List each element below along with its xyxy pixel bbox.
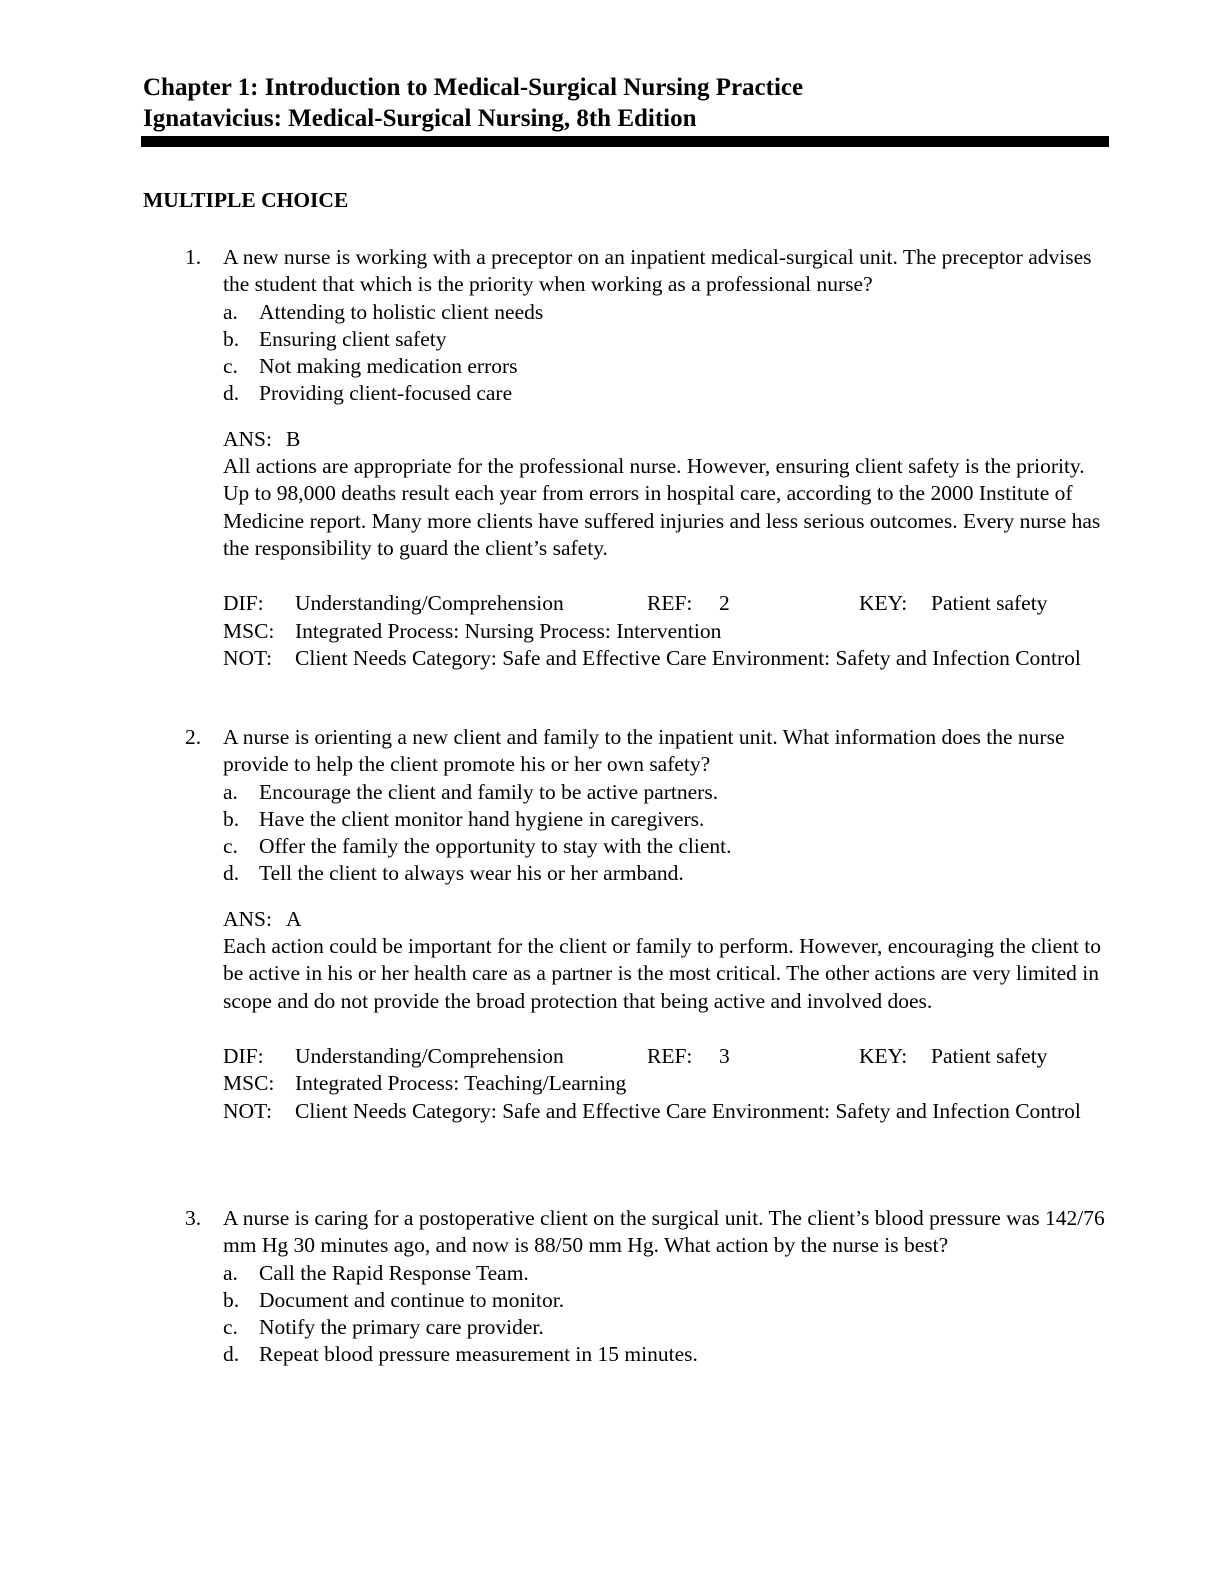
- option-letter: d.: [223, 1342, 240, 1367]
- question-metadata: [223, 1043, 1109, 1125]
- key-value: Patient safety: [931, 591, 1048, 616]
- option-a: [223, 299, 1109, 326]
- option-text: Not making medication errors: [259, 354, 518, 379]
- key-label: KEY:: [859, 1043, 908, 1068]
- option-letter: c.: [223, 1315, 238, 1340]
- dif-value: Understanding/Comprehension: [295, 1043, 564, 1068]
- not-label: NOT:: [223, 1098, 273, 1123]
- question-number: 2.: [185, 725, 202, 749]
- option-text: Call the Rapid Response Team.: [259, 1260, 529, 1285]
- question-text: A new nurse is working with a preceptor on an inpatient medical-surgical unit. The preceptor advises the student that which is the priority when working as a professional nurse?: [223, 245, 1092, 297]
- option-letter: c.: [223, 354, 238, 379]
- key-label: KEY:: [859, 591, 908, 616]
- option-text: Providing client-focused care: [259, 381, 513, 406]
- option-letter: b.: [223, 806, 240, 831]
- question-stem: [143, 1205, 1109, 1260]
- option-b: [223, 326, 1109, 353]
- section-title: MULTIPLE CHOICE: [143, 188, 349, 212]
- dif-label: DIF:: [223, 1043, 264, 1068]
- option-text: Tell the client to always wear his or her armband.: [259, 861, 684, 886]
- answer-label: ANS:: [223, 906, 272, 931]
- option-letter: c.: [223, 834, 238, 859]
- question-1: [143, 244, 1109, 672]
- rationale: Each action could be important for the client or family to perform. However, encouraging the client to be active in his or her health care as a partner is the most critical. The other actions are very limited in scope and do not provide the broad protection that being active and involved does.: [223, 934, 1101, 1013]
- option-c: [223, 353, 1109, 380]
- document-header: [143, 72, 1109, 134]
- answer-options: [223, 779, 1109, 888]
- not-row: [223, 645, 1109, 672]
- option-letter: d.: [223, 381, 240, 406]
- question-number: 1.: [185, 245, 202, 269]
- question-3: [143, 1205, 1109, 1369]
- answer-options: [223, 299, 1109, 408]
- msc-row: [223, 618, 1109, 645]
- option-text: Have the client monitor hand hygiene in caregivers.: [259, 806, 705, 831]
- option-text: Notify the primary care provider.: [259, 1315, 544, 1340]
- not-value: Client Needs Category: Safe and Effective Care Environment: Safety and Infection Control: [295, 645, 1081, 670]
- option-b: [223, 1287, 1109, 1314]
- ref-label: REF:: [647, 591, 693, 616]
- option-letter: a.: [223, 779, 238, 804]
- answer-value: A: [285, 906, 302, 931]
- msc-label: MSC:: [223, 618, 275, 643]
- option-text: Document and continue to monitor.: [259, 1287, 565, 1312]
- option-text: Ensuring client safety: [259, 326, 447, 351]
- option-text: Repeat blood pressure measurement in 15 minutes.: [259, 1342, 698, 1367]
- book-title: Ignatavicius: Medical-Surgical Nursing, 8th Edition: [143, 105, 697, 132]
- dif-label: DIF:: [223, 591, 264, 616]
- option-c: [223, 833, 1109, 860]
- option-letter: d.: [223, 861, 240, 886]
- answer-value: B: [285, 426, 301, 451]
- header-rule: [141, 136, 1109, 147]
- option-letter: a.: [223, 299, 238, 324]
- question-text: A nurse is caring for a postoperative client on the surgical unit. The client’s blood pressure was 142/76 mm Hg 30 minutes ago, and now is 88/50 mm Hg. What action by the nurse is best?: [223, 1206, 1105, 1258]
- not-label: NOT:: [223, 645, 273, 670]
- option-b: [223, 806, 1109, 833]
- question-text: A nurse is orienting a new client and family to the inpatient unit. What information does the nurse provide to help the client promote his or her own safety?: [223, 725, 1065, 777]
- ref-label: REF:: [647, 1043, 693, 1068]
- key-value: Patient safety: [931, 1043, 1048, 1068]
- question-stem: [143, 724, 1109, 779]
- not-value: Client Needs Category: Safe and Effective Care Environment: Safety and Infection Control: [295, 1098, 1081, 1123]
- option-text: Encourage the client and family to be active partners.: [259, 779, 719, 804]
- option-a: [223, 779, 1109, 806]
- answer-label: ANS:: [223, 426, 272, 451]
- answer-block: [223, 906, 1109, 1015]
- option-d: [223, 1341, 1109, 1368]
- option-letter: b.: [223, 326, 240, 351]
- chapter-title: Chapter 1: Introduction to Medical-Surgical Nursing Practice: [143, 74, 804, 101]
- option-d: [223, 860, 1109, 887]
- option-text: Attending to holistic client needs: [259, 299, 544, 324]
- answer-block: [223, 426, 1109, 562]
- answer-line: [223, 426, 1109, 453]
- option-a: [223, 1260, 1109, 1287]
- option-d: [223, 380, 1109, 407]
- question-metadata: [223, 590, 1109, 672]
- option-text: Offer the family the opportunity to stay with the client.: [259, 834, 732, 859]
- msc-label: MSC:: [223, 1071, 275, 1096]
- option-letter: b.: [223, 1287, 240, 1312]
- option-letter: a.: [223, 1260, 238, 1285]
- question-2: [143, 724, 1109, 1125]
- dif-ref-key-row: [223, 590, 1109, 617]
- option-c: [223, 1314, 1109, 1341]
- dif-ref-key-row: [223, 1043, 1109, 1070]
- msc-value: Integrated Process: Nursing Process: Intervention: [295, 618, 722, 643]
- ref-value: 2: [719, 591, 730, 616]
- question-number: 3.: [185, 1206, 202, 1230]
- not-row: [223, 1098, 1109, 1125]
- answer-options: [223, 1260, 1109, 1369]
- ref-value: 3: [719, 1043, 730, 1068]
- rationale: All actions are appropriate for the professional nurse. However, ensuring client safety is the priority. Up to 98,000 deaths result each year from errors in hospital care, according to the 2000 Institute of Medicine report. Many more clients have suffered injuries and less serious outcomes. Every nurse has the responsibility to guard the client’s safety.: [223, 454, 1101, 560]
- question-stem: [143, 244, 1109, 299]
- msc-row: [223, 1070, 1109, 1097]
- dif-value: Understanding/Comprehension: [295, 591, 564, 616]
- answer-line: [223, 906, 1109, 933]
- msc-value: Integrated Process: Teaching/Learning: [295, 1071, 627, 1096]
